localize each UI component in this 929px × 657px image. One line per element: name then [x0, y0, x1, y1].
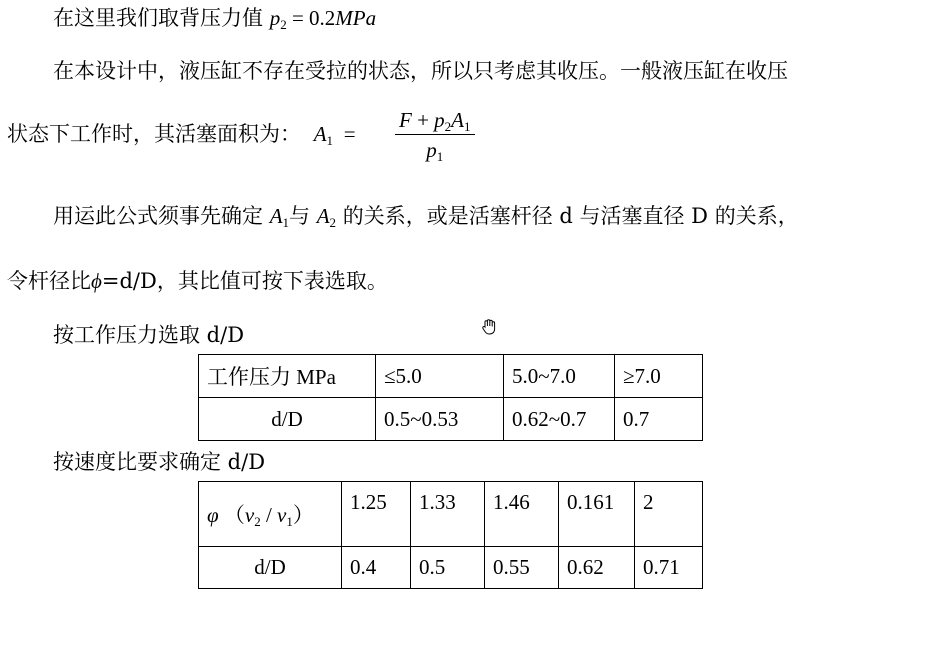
formula-fraction [395, 106, 475, 163]
table-row [199, 482, 703, 547]
table-cell: 0.62~0.7 [504, 398, 615, 441]
text: 在这里我们取背压力值 [53, 6, 263, 30]
table-speed-ratio [198, 481, 703, 589]
table-row [199, 547, 703, 589]
phi-symbol: ϕ [91, 269, 102, 293]
table-cell: d/D [199, 398, 376, 441]
table-cell: 0.161 [559, 482, 635, 547]
var-p: p [269, 6, 281, 30]
table-row [199, 355, 703, 398]
denominator: $p_1$ [426, 138, 444, 164]
table-cell: ≤5.0 [376, 355, 504, 398]
table-cell: 0.5~0.53 [376, 398, 504, 441]
table-cell: 0.71 [635, 547, 703, 589]
table-cell: 0.62 [559, 547, 635, 589]
table-cell: 1.33 [411, 482, 485, 547]
paragraph-piston-area: 状态下工作时，其活塞面积为： $A_1$ = [7, 122, 356, 148]
hand-cursor-icon [481, 318, 497, 336]
table-cell-phi-label: φ $(v_2 / v_1)$ [199, 482, 342, 547]
table2-caption: 按速度比要求确定 d/D [53, 450, 266, 474]
table-cell: 0.55 [485, 547, 559, 589]
paragraph-back-pressure: 在这里我们取背压力值 $p_2 = 0.2MPa$ [53, 6, 377, 32]
table-cell: 0.5 [411, 547, 485, 589]
numerator: $F + p_2A_1$ [399, 108, 471, 134]
table-cell: 5.0~7.0 [504, 355, 615, 398]
paragraph-ratio: 令杆径比ϕ=d/D，其比值可按下表选取。 [7, 269, 388, 293]
paragraph-formula-usage: 用运此公式须事先确定 $A_1$与 $A_2$ 的关系，或是活塞杆径 d 与活塞直径 D 的关系， [53, 204, 799, 230]
var-A1: A [313, 122, 327, 146]
unit: MPa [335, 6, 377, 30]
table-cell: ≥7.0 [615, 355, 703, 398]
table-cell: 工作压力 MPa [199, 355, 376, 398]
paragraph-design: 在本设计中，液压缸不存在受拉的状态，所以只考虑其收压。一般液压缸在收压 [53, 59, 788, 83]
table-cell: 1.46 [485, 482, 559, 547]
table-cell: 2 [635, 482, 703, 547]
table-row [199, 398, 703, 441]
table-cell: d/D [199, 547, 342, 589]
table-cell: 1.25 [342, 482, 411, 547]
table-cell: 0.7 [615, 398, 703, 441]
table-cell: 0.4 [342, 547, 411, 589]
table-pressure-ratio [198, 354, 703, 441]
table1-caption: 按工作压力选取 d/D [53, 323, 245, 347]
